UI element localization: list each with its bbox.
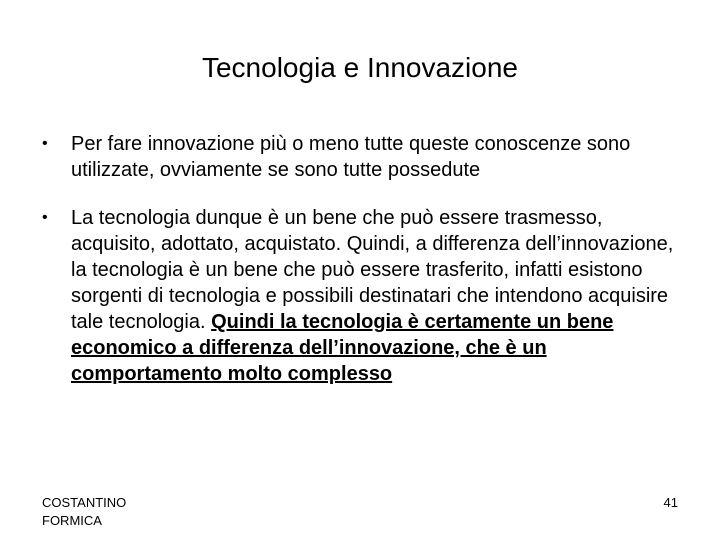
bullet-item [42, 131, 692, 183]
bullet-emphasis-text: Quindi la tecnologia è certamente un bene economico a differenza dell’innovazione, che è un comportamento molto complesso [71, 311, 614, 385]
footer-author: COSTANTINO FORMICA [42, 495, 127, 528]
bullet-icon: • [42, 209, 48, 226]
bullet-text: La tecnologia dunque è un bene che può essere trasmesso, acquisito, adottato, acquistato. Quindi, a differenza dell’innovazione, la tecnologia è un bene che può essere trasferito, infatti esistono sorgenti di tecnologia e possibili destinatari che intendono acquisire tale tecnologia. [71, 207, 674, 333]
bullet-text: Per fare innovazione più o meno tutte queste conoscenze sono utilizzate, ovviamente se sono tutte possedute [71, 133, 631, 181]
page-number: 41 [663, 495, 678, 510]
bullet-list [42, 131, 692, 387]
slide-title: Tecnologia e Innovazione [201, 52, 518, 83]
bullet-item [42, 205, 692, 387]
bullet-icon: • [42, 135, 48, 152]
